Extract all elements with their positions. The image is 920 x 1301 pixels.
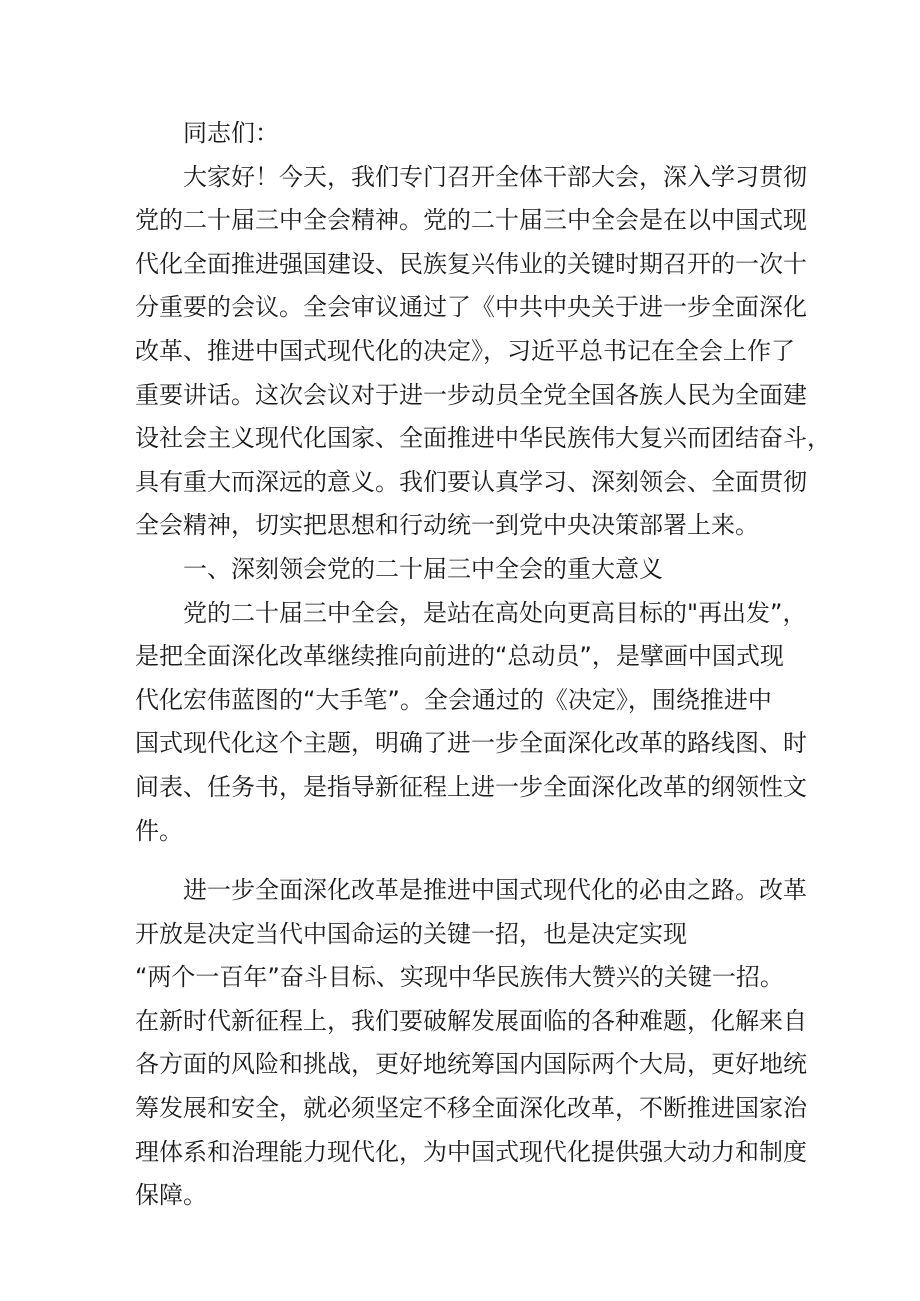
paragraph-2-line: 党的二十届三中全会，是站在高处向更高目标的"再出发”， <box>183 598 807 627</box>
document-body <box>135 112 831 1218</box>
paragraph-3-line: 在新时代新征程上，我们要破解发展面临的各种难题，化解来自 <box>135 1006 807 1035</box>
paragraph-1-line: 全会精神，切实把思想和行动统一到党中央决策部署上来。 <box>135 511 759 540</box>
paragraph-3-line: 开放是决定当代中国命运的关键一招，也是决定实现 <box>135 919 687 948</box>
paragraph-1-line: 党的二十届三中全会精神。党的二十届三中全会是在以中国式现 <box>135 206 807 235</box>
paragraph-2-line: 是把全面深化改革继续推向前进的“总动员”，是擘画中国式现 <box>135 642 784 671</box>
paragraph-2-line: 国式现代化这个主题，明确了进一步全面深化改革的路线图、时 <box>135 729 807 758</box>
paragraph-3-line: 进一步全面深化改革是推进中国式现代化的必由之路。改革 <box>183 876 807 905</box>
paragraph-3-line: 理体系和治理能力现代化，为中国式现代化提供强大动力和制度 <box>135 1137 807 1166</box>
section-heading: 一、深刻领会党的二十届三中全会的重大意义 <box>183 554 663 583</box>
salutation: 同志们： <box>183 119 279 147</box>
paragraph-1-line: 重要讲话。这次会议对于进一步动员全党全国各族人民为全面建 <box>135 380 807 409</box>
paragraph-1-line: 设社会主义现代化国家、全面推进中华民族伟大复兴而团结奋斗， <box>135 424 831 453</box>
paragraph-3-line: “两个一百年”奋斗目标、实现中华民族伟大赞兴的关键一招。 <box>135 963 784 992</box>
paragraph-1-line: 大家好！今天，我们专门召开全体干部大会，深入学习贯彻 <box>183 162 807 191</box>
paragraph-2-line: 间表、任务书，是指导新征程上进一步全面深化改革的纲领性文 <box>135 772 807 801</box>
paragraph-2-line: 代化宏伟蓝图的“大手笔”。全会通过的《决定》，围绕推进中 <box>135 685 772 714</box>
paragraph-1-line: 分重要的会议。全会审议通过了《中共中央关于进一步全面深化 <box>135 293 807 322</box>
paragraph-1-line: 改革、推进中国式现代化的决定》，习近平总书记在全会上作了 <box>135 336 795 365</box>
paragraph-3-line: 保障。 <box>135 1181 207 1210</box>
paragraph-3-line: 各方面的风险和挑战，更好地统筹国内国际两个大局，更好地统 <box>135 1050 807 1079</box>
paragraph-1-line: 具有重大而深远的意义。我们要认真学习、深刻领会、全面贯彻 <box>135 467 807 496</box>
paragraph-2-line: 件。 <box>135 816 183 845</box>
paragraph-gap <box>135 853 795 869</box>
paragraph-3-line: 筹发展和安全，就必须坚定不移全面深化改革，不断推进国家治 <box>135 1094 807 1123</box>
paragraph-1-line: 代化全面推进强国建设、民族复兴伟业的关键时期召开的一次十 <box>135 249 807 278</box>
